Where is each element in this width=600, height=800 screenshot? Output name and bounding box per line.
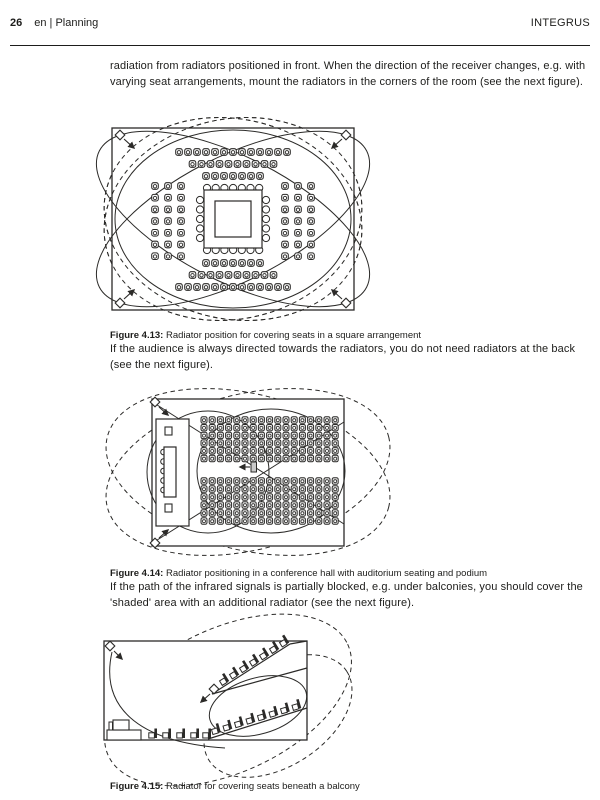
figure-4-15-caption	[110, 781, 594, 793]
figure-4-13-label: Figure 4.13:	[110, 330, 164, 341]
figure-4-15-label: Figure 4.15:	[110, 781, 164, 792]
figure-4-15-caption-text: Radiator for covering seats beneath a balcony	[165, 781, 360, 792]
figure-4-14-diagram	[100, 378, 392, 566]
figure-4-13-diagram	[95, 110, 375, 328]
header-section-label: en | Planning	[34, 16, 99, 29]
brand-label: INTEGRUS	[530, 16, 590, 29]
figure-4-15-diagram	[90, 612, 362, 786]
paragraph-intro: radiation from radiators positioned in front. When the direction of the receiver changes, e.g. with varying seat arrangements, mount the radiators in the corners of the room (see the next figure).	[110, 60, 586, 88]
paragraph-audience: If the audience is always directed towards the radiators, you do not need radiators at the back (see the next figure).	[110, 343, 576, 371]
figure-4-14-label: Figure 4.14:	[110, 568, 164, 579]
figure-4-13-caption-text: Radiator position for covering seats in a square arrangement	[165, 330, 422, 341]
page-header	[10, 0, 590, 46]
figure-4-14-caption-text: Radiator positioning in a conference hall with auditorium seating and podium	[165, 568, 488, 579]
page-number: 26	[10, 16, 23, 29]
paragraph-balcony: If the path of the infrared signals is partially blocked, e.g. under balconies, you should cover the 'shaded' area with an additional radiator (see the next figure).	[110, 581, 583, 609]
